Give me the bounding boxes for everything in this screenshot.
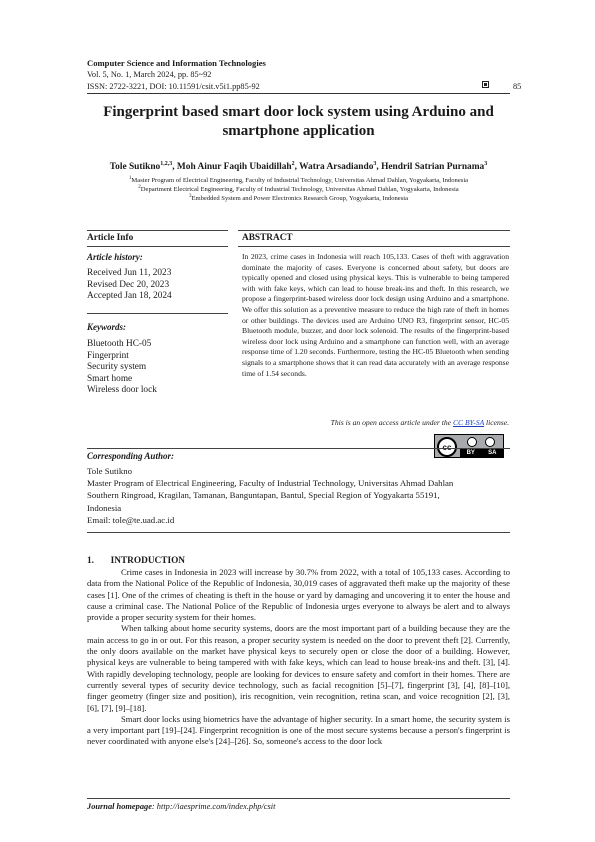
page-marker-icon bbox=[482, 81, 489, 88]
volume-info: Vol. 5, No. 1, March 2024, pp. 85~92 bbox=[87, 70, 212, 79]
keywords-list bbox=[87, 339, 157, 397]
oa-suffix: license. bbox=[484, 418, 509, 427]
history-heading: Article history: bbox=[87, 252, 143, 262]
corresponding-address-line: Indonesia bbox=[87, 502, 122, 513]
corresponding-address-line: Southern Ringroad, Kragilan, Tamanan, Banguntapan, Bantul, Special Region of Yogyakarta 55191, bbox=[87, 490, 440, 501]
affiliation-2: $^2$Department Electrical Engineering, Faculty of Industrial Technology, Universitas Ahmad Dahlan, Yogyakarta, Indonesia bbox=[138, 185, 459, 194]
info-heading-rule bbox=[87, 246, 228, 247]
corresponding-heading: Corresponding Author: bbox=[87, 451, 174, 461]
journal-homepage bbox=[87, 802, 275, 811]
oa-prefix: This is an open access article under the bbox=[330, 418, 453, 427]
footer-rule bbox=[87, 798, 510, 799]
cc-by-label: BY bbox=[466, 449, 475, 456]
license-link[interactable]: CC BY-SA bbox=[452, 418, 485, 427]
history-accepted: Accepted Jan 18, 2024 bbox=[87, 291, 172, 301]
authors-text: Tole Sutikno$^{1,2,3}$, Moh Ainur Faqih Ubaidillah$^2$, Watra Arsadiando$^3$, Hendril Satrian Purnama$^3$ bbox=[109, 161, 488, 173]
creative-commons-icon: cc bbox=[437, 437, 457, 457]
homepage-label: Journal homepage bbox=[87, 802, 152, 811]
paragraph: Smart door locks using biometrics have the advantage of higher security. In a smart home, the security system is a very important part [19]–[24]. Fingerprint recognition is one of the most secure systems because a person's fingerprint is never coordinated with anyone else's [24]–[26]. So, someone's access to the door lock bbox=[87, 713, 510, 747]
issn-doi: ISSN: 2722-3221, DOI: 10.11591/csit.v5i1.pp85-92 bbox=[87, 82, 260, 91]
keywords-heading: Keywords: bbox=[87, 322, 126, 332]
affiliation-1: $^1$Master Program of Electrical Engineering, Faculty of Industrial Technology, Universitas Ahmad Dahlan, Yogyakarta, Indonesia bbox=[128, 176, 469, 185]
info-top-rule bbox=[87, 230, 228, 231]
keyword-item: Bluetooth HC-05 bbox=[87, 339, 152, 349]
authors bbox=[87, 161, 510, 172]
corresponding-address-line: Master Program of Electrical Engineering, Faculty of Industrial Technology, Universitas Ahmad Dahlan bbox=[87, 478, 454, 489]
abstract-text: In 2023, crime cases in Indonesia will reach 105,133. Cases of theft with aggravation dominate the majority of cases. Everyone is concerned about safety, but doors are typically opened and closed using physical keys. This is vulnerable to being tampered with with fake keys, which can lead to house break-ins and theft. In this research, we propose a fingerprint-based wireless door lock design using Arduino and a smartphone. We offer this solution as a preventive measure to reduce the high rate of theft in homes or other buildings. The devices used are Arduino UNO R3, fingerprint sensor, HC-05 Bluetooth module, buzzer, and door lock solenoid. The results of the fingerprint-based wireless door lock using Arduino and a smartphone can function well, with an average response time of 1.20 seconds. Furthermore, testing the HC-05 Bluetooth when sending signals to a smartphone shows that it can read data accurately with an average response time of 1.54 seconds. bbox=[242, 252, 509, 378]
keyword-item: Security system bbox=[87, 362, 147, 372]
history-received: Received Jun 11, 2023 bbox=[87, 268, 172, 278]
history-revised: Revised Dec 20, 2023 bbox=[87, 279, 170, 290]
paragraph: When talking about home security systems, doors are the most important part of a building because they are the main access to go in or out. For this reason, a proper security system is needed on the door to prevent theft [2]. Currently, the only doors available on the market have physical keys to securely open or close the door of a building. However, physical keys are vulnerable to being tampered with with fake keys, which can lead to house break-ins and theft. [3], [4]. With rapidly developing technology, people are looking for devices to ensure safety and comfort in their homes. There are currently several types of security device technology, such as facial recognition [5]–[7], fingerprint [3], [4], [8]–[10], finger geometry (finger size and position), iris recognition, vein recognition, retina scan, and voice recognition [2], [3], [6], [7], [9]–[18]. bbox=[87, 623, 510, 713]
header-rule bbox=[87, 93, 510, 94]
paragraph: Crime cases in Indonesia in 2023 will increase by 30.7% from 2022, with a total of 105,133 cases. According to data from the National Police of the Republic of Indonesia, 30,019 cases of aggravated theft make up the majority of these cases [1]. One of the crimes of cheating is theft in the house or yard by damaging and uncovering it to enter the house and cause a criminal case. The National Police of the Republic of Indonesia urges everyone to always be alert and to always provide a proper security system for their homes. bbox=[87, 567, 510, 623]
homepage-url[interactable]: : http://iaesprime.com/index.php/csit bbox=[151, 802, 276, 811]
keyword-item: Fingerprint bbox=[87, 350, 129, 361]
corresponding-block bbox=[87, 465, 510, 526]
introduction-body bbox=[87, 567, 510, 748]
keyword-item: Wireless door lock bbox=[87, 385, 157, 395]
cc-badge-labels bbox=[460, 448, 503, 457]
section-number: 1. bbox=[87, 556, 94, 566]
corresponding-bottom-rule bbox=[87, 532, 510, 533]
abstract-top-rule bbox=[238, 230, 510, 231]
cc-by-sa-badge[interactable] bbox=[434, 434, 504, 458]
corresponding-name: Tole Sutikno bbox=[87, 466, 133, 476]
history-list bbox=[87, 268, 172, 303]
share-alike-icon bbox=[485, 437, 495, 447]
affiliation-3: $^3$Embedded System and Power Electronics Research Group, Yogyakarta, Indonesia bbox=[188, 194, 409, 203]
corresponding-top-rule bbox=[87, 448, 510, 449]
abstract-heading: ABSTRACT bbox=[242, 233, 293, 243]
corresponding-email: Email: tole@te.uad.ac.id bbox=[87, 514, 175, 525]
section-heading bbox=[87, 556, 185, 566]
journal-name: Computer Science and Information Technologies bbox=[87, 58, 266, 68]
open-access-note bbox=[242, 418, 509, 427]
page-number: 85 bbox=[513, 82, 522, 91]
keyword-item: Smart home bbox=[87, 373, 133, 384]
section-title: INTRODUCTION bbox=[110, 556, 186, 566]
paper-title: Fingerprint based smart door lock system using Arduino and smartphone application bbox=[103, 104, 494, 139]
keywords-rule bbox=[87, 313, 228, 314]
cc-sa-label: SA bbox=[488, 449, 497, 456]
abstract-heading-rule bbox=[238, 246, 510, 247]
attribution-icon bbox=[467, 437, 477, 447]
article-info-heading: Article Info bbox=[87, 233, 134, 243]
